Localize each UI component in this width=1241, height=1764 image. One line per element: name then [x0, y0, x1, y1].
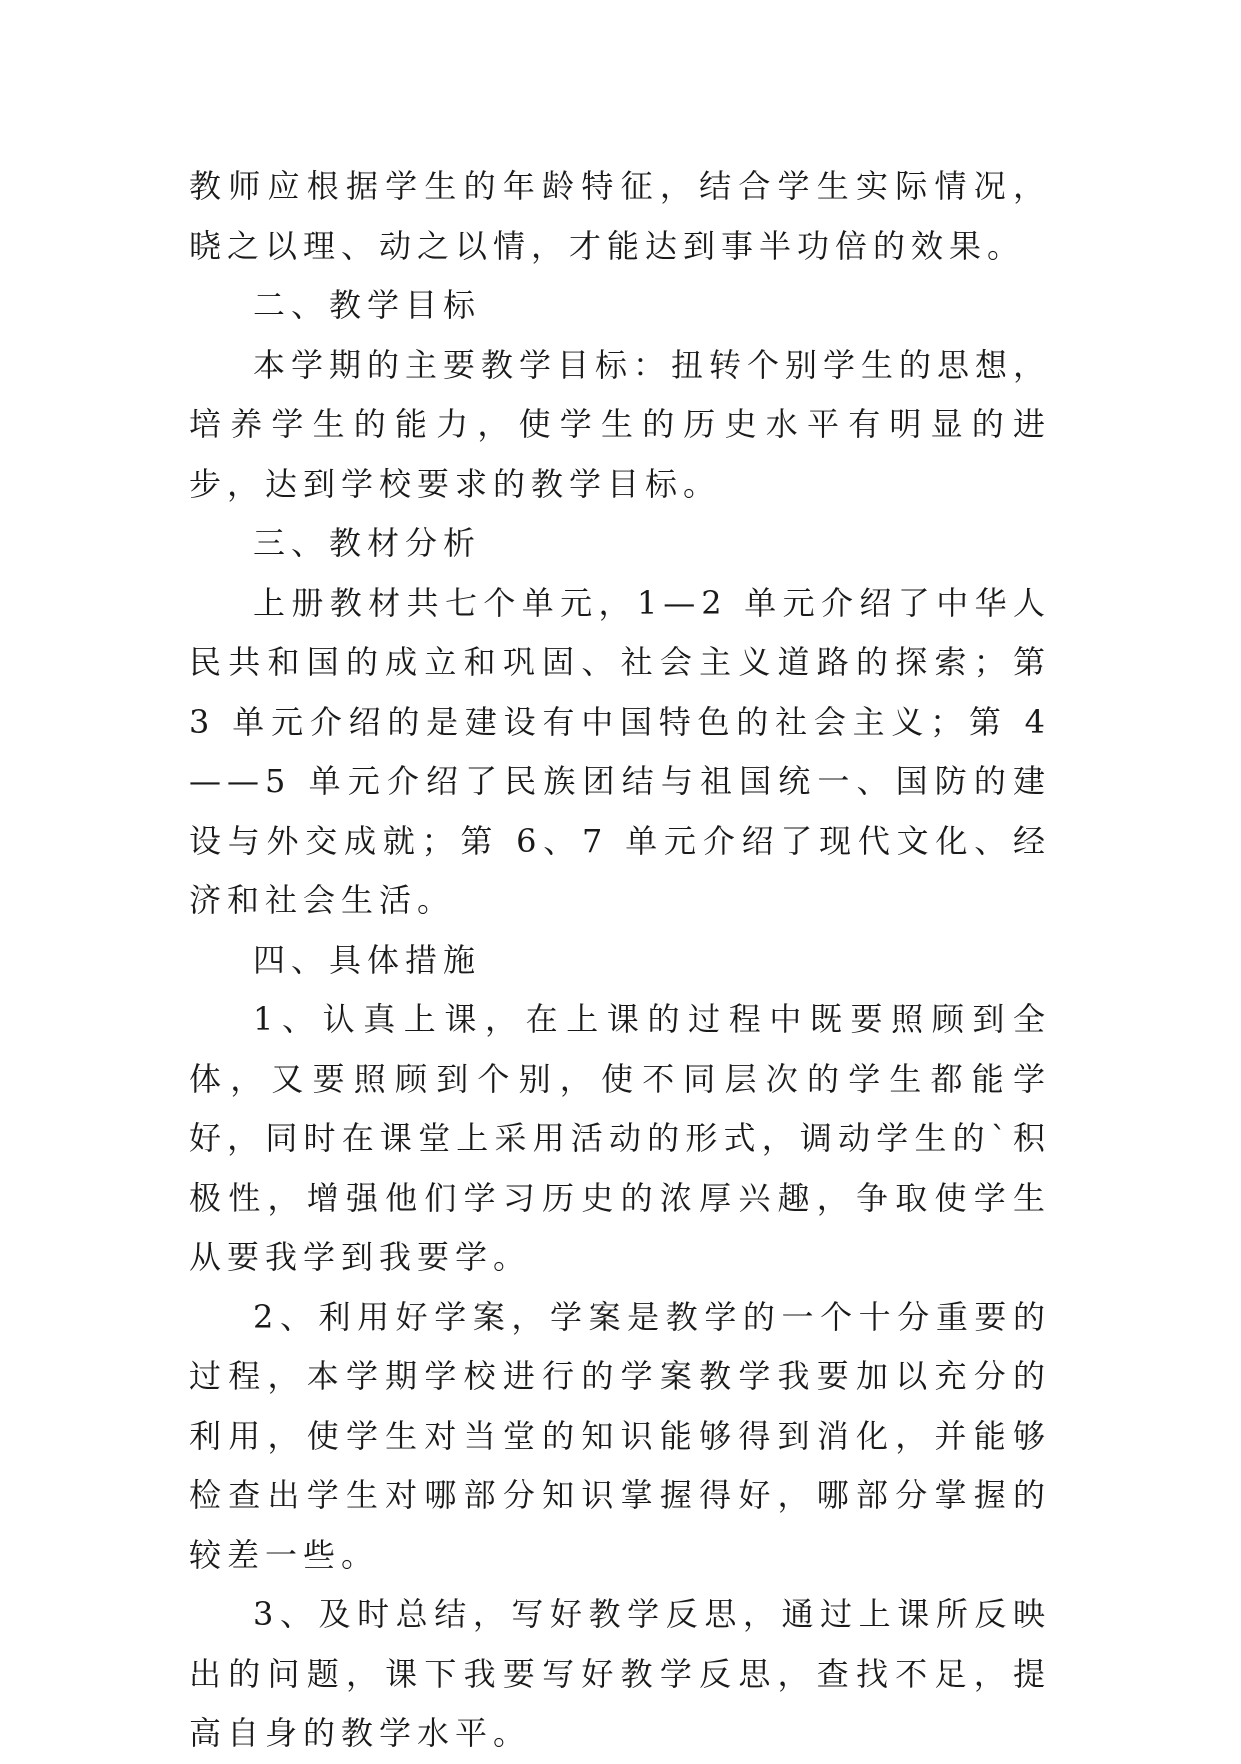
document-body: [189, 157, 1051, 1764]
heading-teaching-goals: 二、教学目标: [253, 286, 482, 324]
heading-specific-measures: 四、具体措施: [253, 940, 482, 979]
heading-textbook-analysis: 三、教材分析: [253, 524, 482, 562]
paragraph-measure-1: 1、认真上课，在上课的过程中既要照顾到全体，又要照顾到个别，使不同层次的学生都能学好，同时在课堂上采用活动的形式，调动学生的`积极性，增强他们学习历史的浓厚兴趣，争取使学生从要我学到我要学。: [189, 1000, 1051, 1276]
paragraph-intro-continuation: 教师应根据学生的年龄特征，结合学生实际情况，晓之以理、动之以情，才能达到事半功倍的效果。: [189, 167, 1051, 265]
paragraph-textbook-analysis: 上册教材共七个单元，1—2 单元介绍了中华人民共和国的成立和巩固、社会主义道路的探索；第 3 单元介绍的是建设有中国特色的社会主义；第 4——5 单元介绍了民族团结与祖国统一、国防的建设与外交成就；第 6、7 单元介绍了现代文化、经济和社会生活。: [189, 583, 1051, 919]
paragraph-measure-3: 3、及时总结，写好教学反思，通过上课所反映出的问题，课下我要写好教学反思，查找不足，提高自身的教学水平。: [189, 1595, 1051, 1752]
paragraph-measure-2: 2、利用好学案，学案是教学的一个十分重要的过程，本学期学校进行的学案教学我要加以充分的利用，使学生对当堂的知识能够得到消化，并能够检查出学生对哪部分知识掌握得好，哪部分掌握的较差一些。: [189, 1297, 1051, 1574]
paragraph-teaching-goals: 本学期的主要教学目标：扭转个别学生的思想，培养学生的能力，使学生的历史水平有明显的进步，达到学校要求的教学目标。: [189, 345, 1052, 503]
